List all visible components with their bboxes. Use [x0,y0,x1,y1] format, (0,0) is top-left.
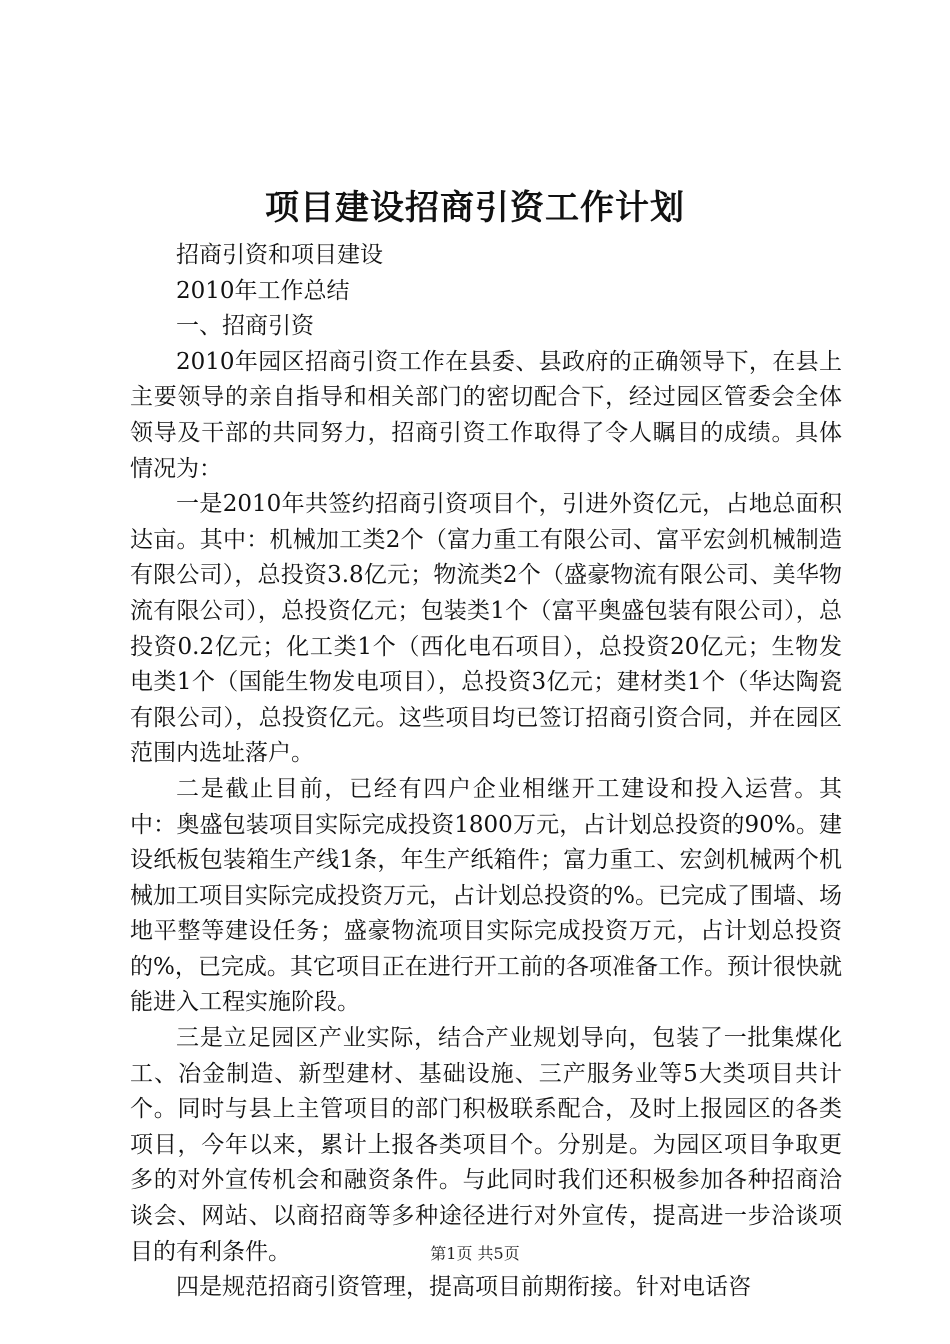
document-body [130,238,842,1306]
paragraph: 2010年园区招商引资工作在县委、县政府的正确领导下，在县上主要领导的亲自指导和相关部门的密切配合下，经过园区管委会全体领导及干部的共同努力，招商引资工作取得了令人瞩目的成绩。具体情况为： [130,348,842,482]
section-heading: 一、招商引资 [176,313,314,340]
subtitle-line: 招商引资和项目建设 [176,242,383,268]
paragraph: 二是截止目前，已经有四户企业相继开工建设和投入运营。其中：奥盛包装项目实际完成投资1800万元，占计划总投资的90%。建设纸板包装箱生产线1条，年生产纸箱件；富力重工、宏剑机械两个机械加工项目实际完成投资万元，占计划总投资的%。已完成了围墙、场地平整等建设任务；盛豪物流项目实际完成投资万元，占计划总投资的%，已完成。其它项目正在进行开工前的各项准备工作。预计很快就能进入工程实施阶段。 [130,775,842,1016]
paragraph: 四是规范招商引资管理，提高项目前期衔接。针对电话咨 [176,1274,751,1301]
paragraph: 一是2010年共签约招商引资项目个，引进外资亿元，占地总面积达亩。其中：机械加工类2个（富力重工有限公司、富平宏剑机械制造有限公司），总投资3.8亿元；物流类2个（盛豪物流有限公司、美华物流有限公司），总投资亿元；包装类1个（富平奥盛包装有限公司），总投资0.2亿元；化工类1个（西化电石项目），总投资20亿元；生物发电类1个（国能生物发电项目），总投资3亿元；建材类1个（华达陶瓷有限公司），总投资亿元。这些项目均已签订招商引资合同，并在园区范围内选址落户。 [130,491,842,767]
document-title: 项目建设招商引资工作计划 [265,188,685,228]
paragraph: 三是立足园区产业实际，结合产业规划导向，包装了一批集煤化工、冶金制造、新型建材、基础设施、三产服务业等5大类项目共计个。同时与县上主管项目的部门积极联系配合，及时上报园区的各类项目，今年以来，累计上报各类项目个。分别是。为园区项目争取更多的对外宣传机会和融资条件。与此同时我们还积极参加各种招商洽谈会、网站、以商招商等多种途径进行对外宣传，提高进一步洽谈项目的有利条件。 [130,1025,842,1265]
page-footer: 第1页 共5页 [430,1244,520,1263]
subtitle-line: 2010年工作总结 [176,277,350,304]
